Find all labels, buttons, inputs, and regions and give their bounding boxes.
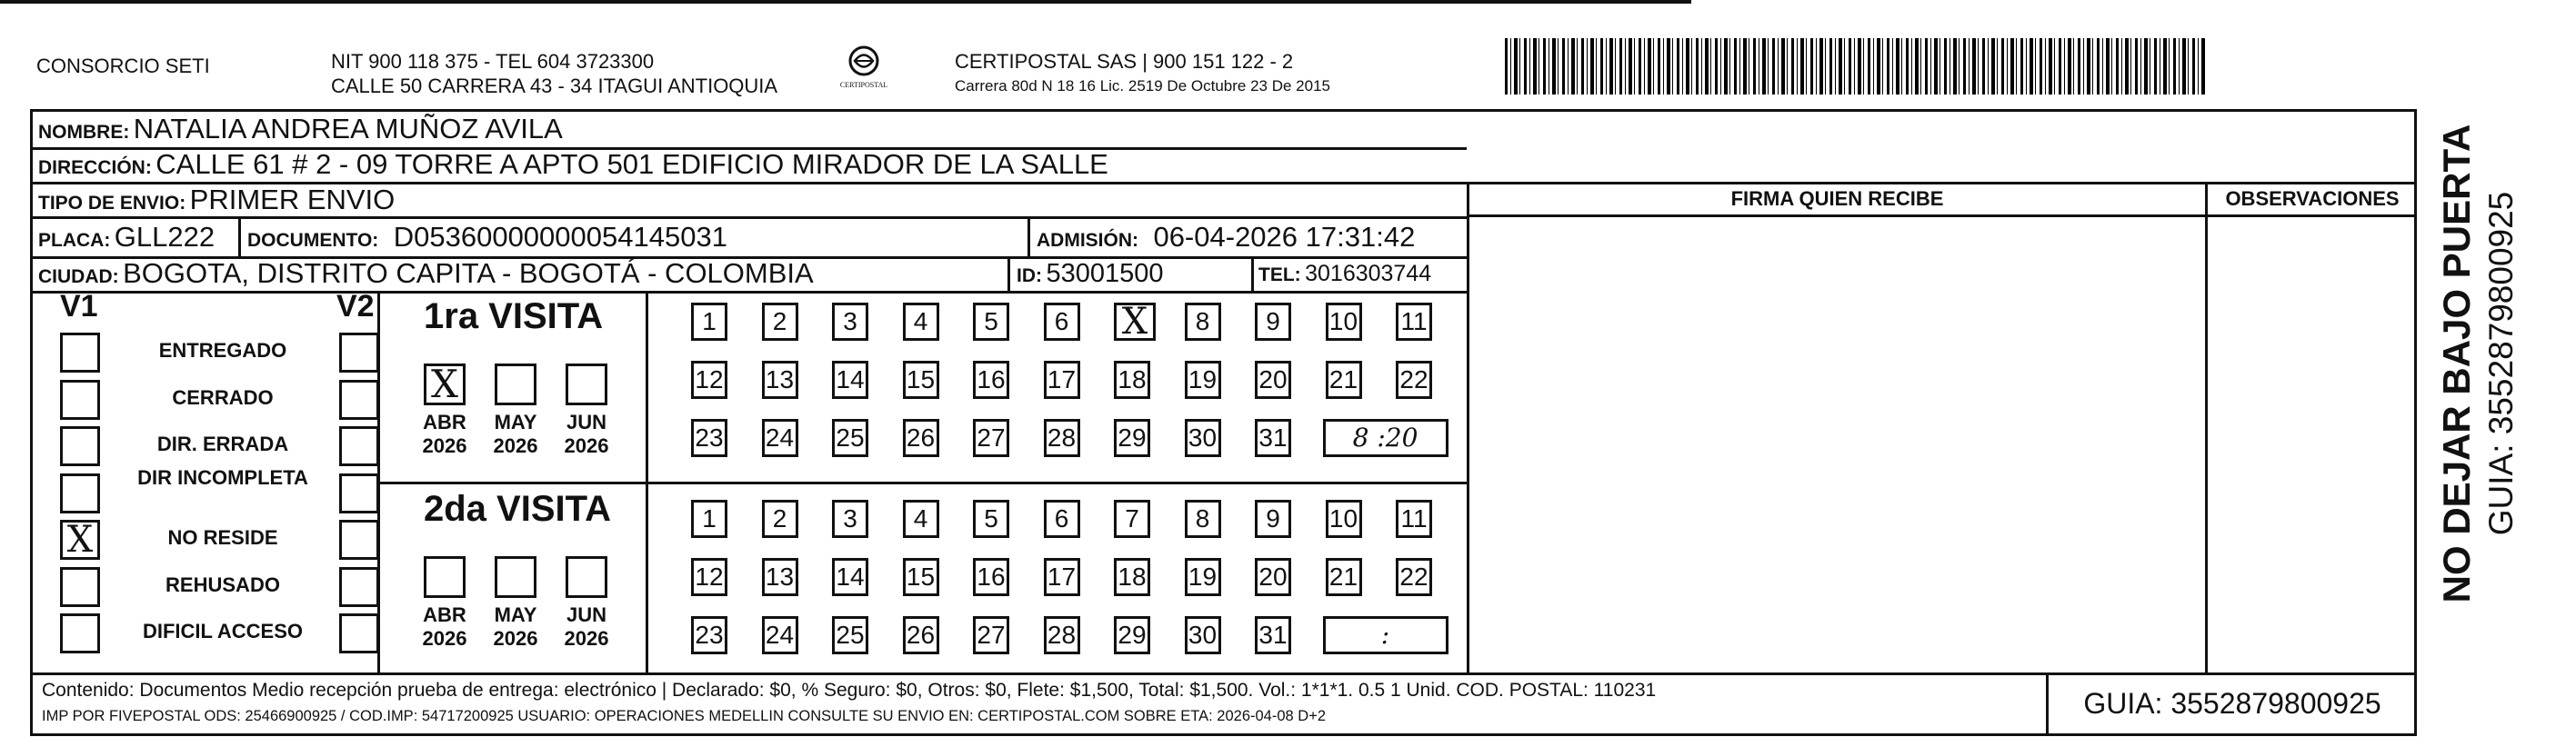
visit2-month-year: 2026 (422, 627, 467, 650)
nombre-label: NOMBRE: (38, 122, 130, 143)
ciudad-row (38, 255, 814, 297)
visit2-day-box[interactable]: 17 (1044, 558, 1080, 596)
visit2-day-box[interactable]: 21 (1326, 558, 1362, 596)
cell-divider (1027, 216, 1030, 256)
status-v2-checkbox[interactable] (339, 613, 379, 653)
tel-label: TEL: (1258, 264, 1301, 285)
visit1-day-box[interactable]: 16 (973, 361, 1009, 399)
visit1-day-box[interactable]: 26 (903, 419, 939, 457)
visit2-day-box[interactable]: 4 (903, 500, 939, 538)
visit1-day-box[interactable]: 1 (691, 303, 727, 341)
visit2-day-box[interactable]: 9 (1255, 500, 1291, 538)
visit2-day-box[interactable]: 29 (1114, 616, 1150, 654)
tipo-row (38, 182, 395, 224)
visit1-month-checkbox[interactable] (566, 364, 607, 405)
direccion-label: DIRECCIÓN: (38, 157, 152, 178)
visit2-day-box[interactable]: 11 (1396, 500, 1432, 538)
visit2-month-year: 2026 (493, 627, 538, 650)
visit1-day-box[interactable]: 18 (1114, 361, 1150, 399)
address-line: CALLE 50 CARRERA 43 - 34 ITAGUI ANTIOQUIA (331, 75, 778, 97)
visit1-day-box[interactable]: 20 (1255, 361, 1291, 399)
id-label: ID: (1017, 265, 1042, 286)
ciudad-value: BOGOTA, DISTRITO CAPITA - BOGOTÁ - COLOMBIA (123, 257, 814, 289)
status-label: NO RESIDE (167, 526, 278, 549)
logo-emblem-icon (844, 45, 884, 76)
visit2-day-box[interactable]: 19 (1185, 558, 1221, 596)
visit2-day-box[interactable]: 24 (762, 616, 798, 654)
status-v1-checkbox[interactable] (60, 380, 100, 420)
visit2-day-box[interactable]: 12 (691, 558, 727, 596)
documento-value: D05360000000054145031 (393, 221, 727, 253)
admision-label: ADMISIÓN: (1037, 230, 1138, 251)
visit1-day-box[interactable]: 4 (903, 303, 939, 341)
visit2-day-box[interactable]: 6 (1044, 500, 1080, 538)
status-v2-checkbox[interactable] (339, 333, 379, 373)
status-label: ENTREGADO (158, 339, 287, 362)
visit2-month-year: 2026 (564, 627, 609, 650)
visit1-month-year: 2026 (564, 434, 609, 457)
visit1-day-box[interactable]: 22 (1396, 361, 1432, 399)
tel-value: 3016303744 (1305, 261, 1432, 286)
visit1-month-name: MAY (494, 411, 537, 433)
visit2-day-box[interactable]: 1 (691, 500, 727, 538)
logo-text: CERTIPOSTAL (839, 81, 888, 89)
certipostal-logo (838, 45, 889, 96)
admision-value: 06-04-2026 17:31:42 (1153, 221, 1416, 253)
nit-line: NIT 900 118 375 - TEL 604 3723300 (331, 50, 655, 73)
cell-divider (1007, 256, 1010, 291)
certipostal-line: CERTIPOSTAL SAS | 900 151 122 - 2 (955, 50, 1294, 73)
footer-imp: IMP POR FIVEPOSTAL ODS: 25466900925 / COD.IMP: 54717200925 USUARIO: OPERACIONES MEDELLIN CONSULTE SU ENVIO EN: CERTIPOSTAL.COM SOBRE ETA: 2026-04-08 D+2 (42, 708, 1327, 724)
visit-divider (377, 482, 1467, 484)
direccion-value: CALLE 61 # 2 - 09 TORRE A APTO 501 EDIFICIO MIRADOR DE LA SALLE (155, 148, 1108, 180)
visit2-day-box[interactable]: 27 (973, 616, 1009, 654)
side-guia: GUIA: 3552879800925 (2482, 191, 2520, 536)
documento-label: DOCUMENTO: (247, 230, 379, 251)
side-warning: NO DEJAR BAJO PUERTA (2435, 124, 2478, 603)
visit1-day-box[interactable]: 5 (973, 303, 1009, 341)
v1-header: V1 (60, 289, 98, 324)
visit2-day-box[interactable]: 14 (832, 558, 868, 596)
status-label: DIR INCOMPLETA (137, 465, 308, 489)
visit1-day-box[interactable]: 17 (1044, 361, 1080, 399)
status-label: REHUSADO (165, 573, 280, 596)
cell-divider (238, 216, 241, 256)
visit1-month-name: JUN (566, 411, 606, 433)
visit1-day-box[interactable]: 15 (903, 361, 939, 399)
visit2-day-box[interactable]: 2 (762, 500, 798, 538)
tel-row (1258, 255, 1431, 295)
visit1-day-box[interactable]: 3 (832, 303, 868, 341)
status-v2-checkbox[interactable] (339, 473, 379, 513)
visit2-month-name: MAY (494, 603, 537, 626)
visit2-day-box[interactable]: 8 (1185, 500, 1221, 538)
visit2-month-checkbox[interactable] (566, 556, 607, 598)
visit2-month-name: JUN (566, 603, 606, 626)
placa-label: PLACA: (38, 230, 111, 251)
status-v1-checkbox[interactable] (60, 426, 100, 466)
tipo-label: TIPO DE ENVIO: (38, 193, 186, 214)
firma-area[interactable] (1469, 217, 2205, 672)
visit1-day-box[interactable]: 30 (1185, 419, 1221, 457)
status-label: DIR. ERRADA (156, 433, 289, 455)
ciudad-label: CIUDAD: (38, 266, 119, 287)
status-v1-checkbox[interactable]: X (60, 520, 100, 560)
visit1-day-box[interactable]: 25 (832, 419, 868, 457)
footer-guia: GUIA: 3552879800925 (2083, 687, 2381, 720)
visit1-day-box[interactable]: 11 (1396, 303, 1432, 341)
visit2-month-name: ABR (423, 603, 466, 626)
visit2-day-box[interactable]: 26 (903, 616, 939, 654)
footer-contenido: Contenido: Documentos Medio recepción prueba de entrega: electrónico | Declarado: $0, % Seguro: $0, Otros: $0, Flete: $1,500, Total: $1,500. Vol.: 1*1*1. 0.5 1 Unid. COD. POSTAL: 110231 (42, 680, 1657, 701)
visit2-day-box[interactable]: 7 (1114, 500, 1150, 538)
footer-divider (30, 672, 2417, 675)
company-name: CONSORCIO SETI (36, 55, 210, 77)
id-value: 53001500 (1046, 259, 1164, 288)
visit1-month-checkbox[interactable] (495, 364, 536, 405)
status-v1-checkbox[interactable] (60, 567, 100, 607)
visit2-day-box[interactable]: 10 (1326, 500, 1362, 538)
visit1-title: 1ra VISITA (424, 296, 604, 336)
observaciones-header: OBSERVACIONES (2225, 187, 2400, 210)
visit1-day-box[interactable]: 6 (1044, 303, 1080, 341)
tipo-value: PRIMER ENVIO (189, 184, 396, 215)
visit1-day-box[interactable]: 28 (1044, 419, 1080, 457)
status-label: DIFICIL ACCESO (142, 620, 303, 642)
visit1-day-box[interactable]: 23 (691, 419, 727, 457)
visit2-title: 2da VISITA (424, 489, 611, 529)
visit1-day-box[interactable]: X (1114, 303, 1156, 341)
visit2-day-box[interactable]: 20 (1255, 558, 1291, 596)
visit1-day-box[interactable]: 2 (762, 303, 798, 341)
status-v1-checkbox[interactable] (60, 473, 100, 513)
top-edge (0, 0, 1691, 4)
certipostal-sub: Carrera 80d N 18 16 Lic. 2519 De Octubre 23 De 2015 (955, 77, 1330, 95)
visit2-day-box[interactable]: 23 (691, 616, 727, 654)
status-v2-checkbox[interactable] (339, 520, 379, 560)
status-v2-checkbox[interactable] (339, 567, 379, 607)
visit2-day-box[interactable]: 30 (1185, 616, 1221, 654)
visit2-day-box[interactable]: 5 (973, 500, 1009, 538)
cell-divider (1251, 256, 1254, 291)
firma-header: FIRMA QUIEN RECIBE (1730, 187, 1944, 210)
v2-header: V2 (336, 289, 375, 324)
status-label: CERRADO (172, 385, 274, 409)
visit1-month-year: 2026 (493, 434, 538, 457)
visit2-day-box[interactable]: 16 (973, 558, 1009, 596)
visit1-day-box[interactable]: 21 (1326, 361, 1362, 399)
visit2-day-box[interactable]: 13 (762, 558, 798, 596)
visit2-day-box[interactable]: 15 (903, 558, 939, 596)
visit1-day-box[interactable]: 14 (832, 361, 868, 399)
status-v2-checkbox[interactable] (339, 426, 379, 466)
visit2-month-checkbox[interactable] (495, 556, 536, 598)
placa-value: GLL222 (114, 221, 216, 253)
status-v1-checkbox[interactable] (60, 613, 100, 653)
observaciones-area[interactable] (2208, 217, 2417, 672)
visit1-month-checkbox[interactable]: X (424, 364, 466, 405)
visit1-day-box[interactable]: 13 (762, 361, 798, 399)
visit2-day-box[interactable]: 28 (1044, 616, 1080, 654)
visit1-month-year: 2026 (422, 434, 467, 457)
visit2-day-box[interactable]: 31 (1255, 616, 1291, 654)
visit1-day-box[interactable]: 10 (1326, 303, 1362, 341)
barcode (1505, 38, 2205, 95)
visit1-day-box[interactable]: 27 (973, 419, 1009, 457)
status-v1-checkbox[interactable] (60, 333, 100, 373)
status-v2-checkbox[interactable] (339, 380, 379, 420)
visit1-day-box[interactable]: 8 (1185, 303, 1221, 341)
visit2-day-box[interactable]: 25 (832, 616, 868, 654)
visit1-day-box[interactable]: 19 (1185, 361, 1221, 399)
visit2-day-box[interactable]: 18 (1114, 558, 1150, 596)
visit1-day-box[interactable]: 12 (691, 361, 727, 399)
visit2-day-box[interactable]: 3 (832, 500, 868, 538)
visit1-day-box[interactable]: 29 (1114, 419, 1150, 457)
visit2-time-box[interactable]: : (1323, 616, 1448, 654)
visit1-time-box[interactable]: 8 :20 (1323, 419, 1448, 457)
visit1-month-name: ABR (423, 411, 466, 433)
visit1-day-box[interactable]: 31 (1255, 419, 1291, 457)
nombre-value: NATALIA ANDREA MUÑOZ AVILA (133, 113, 563, 144)
visit1-day-box[interactable]: 24 (762, 419, 798, 457)
visit1-day-box[interactable]: 9 (1255, 303, 1291, 341)
id-row (1017, 255, 1163, 296)
visit2-day-box[interactable]: 22 (1396, 558, 1432, 596)
visit2-month-checkbox[interactable] (424, 556, 466, 598)
footer-guia-divider (2046, 672, 2049, 736)
